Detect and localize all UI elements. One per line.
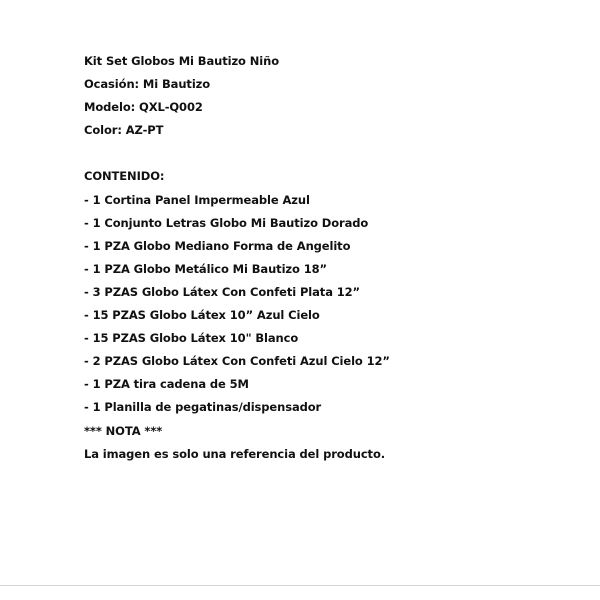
list-item: - 15 PZAS Globo Látex 10" Blanco bbox=[84, 331, 299, 346]
list-item: - 1 Planilla de pegatinas/dispensador bbox=[84, 400, 322, 415]
note-heading: *** NOTA *** bbox=[84, 423, 163, 438]
spacer bbox=[84, 142, 584, 165]
contents-heading: CONTENIDO: bbox=[84, 169, 165, 184]
product-title: Kit Set Globos Mi Bautizo Niño bbox=[84, 54, 279, 68]
list-item: - 1 PZA Globo Mediano Forma de Angelito bbox=[84, 238, 351, 253]
note-text: La imagen es solo una referencia del producto. bbox=[84, 446, 386, 461]
list-item: - 2 PZAS Globo Látex Con Confeti Azul Cielo 12” bbox=[84, 354, 390, 369]
list-item: - 15 PZAS Globo Látex 10” Azul Cielo bbox=[84, 308, 320, 323]
list-item: - 3 PZAS Globo Látex Con Confeti Plata 12” bbox=[84, 284, 361, 299]
list-item: - 1 PZA Globo Metálico Mi Bautizo 18” bbox=[84, 261, 327, 276]
product-occasion: Ocasión: Mi Bautizo bbox=[84, 77, 211, 92]
list-item: - 1 PZA tira cadena de 5M bbox=[84, 377, 249, 392]
product-model: Modelo: QXL-Q002 bbox=[84, 100, 203, 115]
list-item: - 1 Conjunto Letras Globo Mi Bautizo Dorado bbox=[84, 215, 369, 230]
bottom-divider bbox=[0, 585, 600, 586]
product-description bbox=[84, 50, 584, 466]
list-item: - 1 Cortina Panel Impermeable Azul bbox=[84, 192, 310, 207]
product-color: Color: AZ-PT bbox=[84, 123, 164, 138]
contents-list bbox=[84, 189, 584, 420]
